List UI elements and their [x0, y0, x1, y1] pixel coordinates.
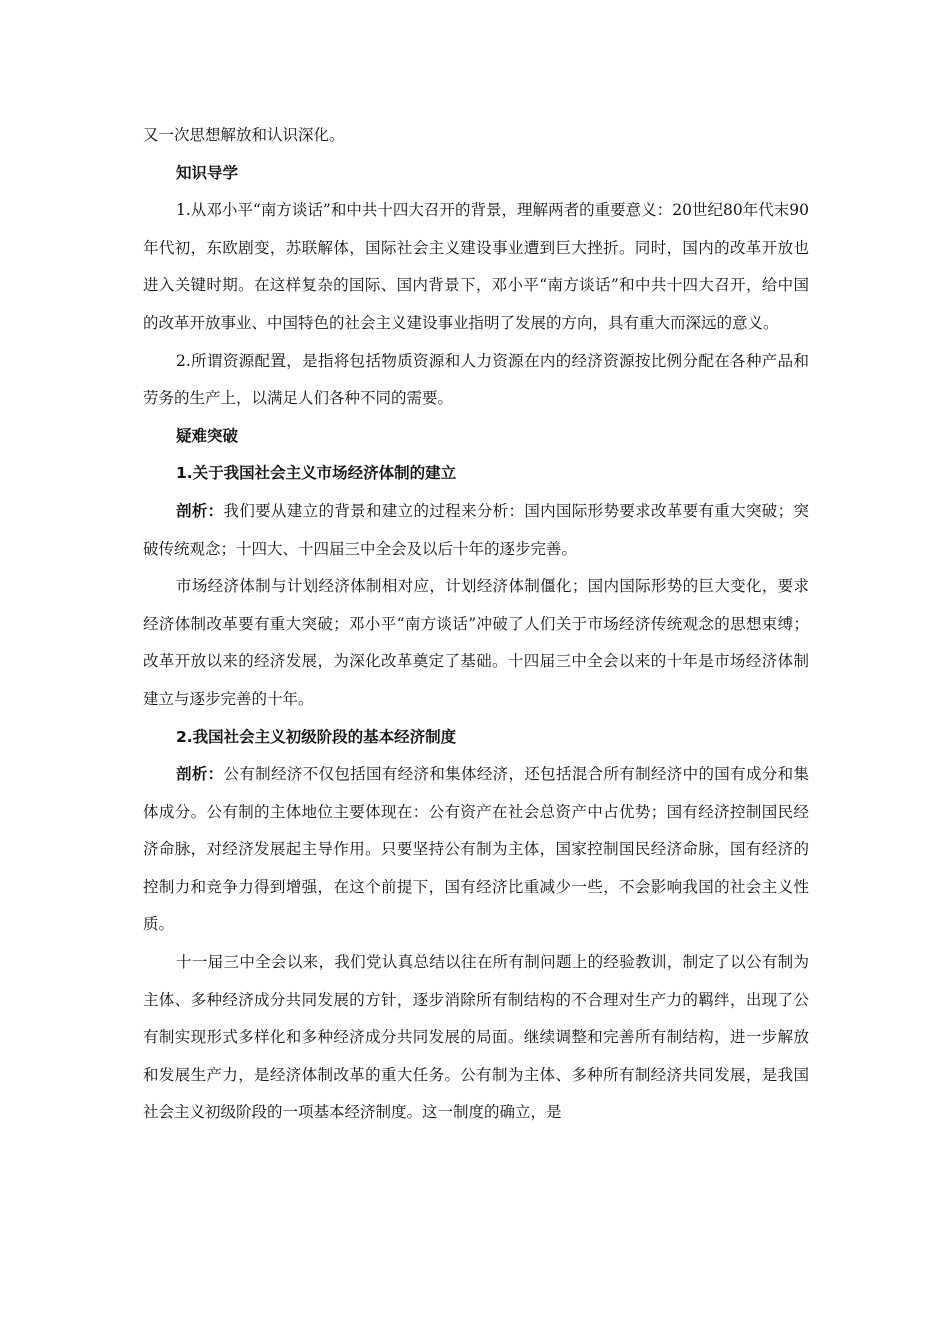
- analysis-label: 剖析：: [176, 765, 224, 784]
- section-heading-knowledge: 知识导学: [176, 163, 239, 182]
- analysis-text: 公有制经济不仅包括国有经济和集体经济，还包括混合所有制经济中的国有成分和集体成分。公有制的主体地位主要体现在：公有资产在社会总资产中占优势；国有经济控制国民经济命脉，对经济发展起主导作用。只要坚持公有制为主体，国家控制国民经济命脉，国有经济的控制力和竞争力得到增强，在这个前提下，国有经济比重减少一些，不会影响我国的社会主义性质。: [143, 765, 809, 934]
- analysis-paragraph-1: [143, 493, 809, 568]
- topic-heading-2: 2.我国社会主义初级阶段的基本经济制度: [176, 727, 457, 746]
- analysis-paragraph-2: [143, 756, 809, 944]
- document-page: [143, 117, 809, 1132]
- paragraph-continuation: 又一次思想解放和认识深化。: [143, 126, 345, 144]
- paragraph-knowledge-2: 2.所谓资源配置，是指将包括物质资源和人力资源在内的经济资源按比例分配在各种产品和劳务的生产上，以满足人们各种不同的需要。: [143, 351, 809, 408]
- analysis-label: 剖析：: [176, 501, 224, 520]
- paragraph-ownership: 十一届三中全会以来，我们党认真总结以往在所有制问题上的经验教训，制定了以公有制为主体、多种经济成分共同发展的方针，逐步消除所有制结构的不合理对生产力的羁绊，出现了公有制实现形式多样化和多种经济成分共同发展的局面。继续调整和完善所有制结构，进一步解放和发展生产力，是经济体制改革的重大任务。公有制为主体、多种所有制经济共同发展，是我国社会主义初级阶段的一项基本经济制度。这一制度的确立，是: [143, 953, 809, 1122]
- topic-heading-1: 1.关于我国社会主义市场经济体制的建立: [176, 464, 457, 483]
- paragraph-market-economy: 市场经济体制与计划经济体制相对应，计划经济体制僵化；国内国际形势的巨大变化，要求经济体制改革要有重大突破；邓小平“南方谈话”冲破了人们关于市场经济传统观念的思想束缚；改革开放以来的经济发展，为深化改革奠定了基础。十四届三中全会以来的十年是市场经济体制建立与逐步完善的十年。: [143, 577, 809, 708]
- section-heading-difficult: 疑难突破: [176, 426, 239, 445]
- paragraph-knowledge-1: 1.从邓小平“南方谈话”和中共十四大召开的背景，理解两者的重要意义：20世纪80年代末90年代初，东欧剧变，苏联解体，国际社会主义建设事业遭到巨大挫折。同时，国内的改革开放也进入关键时期。在这样复杂的国际、国内背景下，邓小平“南方谈话”和中共十四大召开，给中国的改革开放事业、中国特色的社会主义建设事业指明了发展的方向，具有重大而深远的意义。: [143, 201, 809, 332]
- analysis-text: 我们要从建立的背景和建立的过程来分析：国内国际形势要求改革要有重大突破；突破传统观念；十四大、十四届三中全会及以后十年的逐步完善。: [143, 501, 809, 558]
